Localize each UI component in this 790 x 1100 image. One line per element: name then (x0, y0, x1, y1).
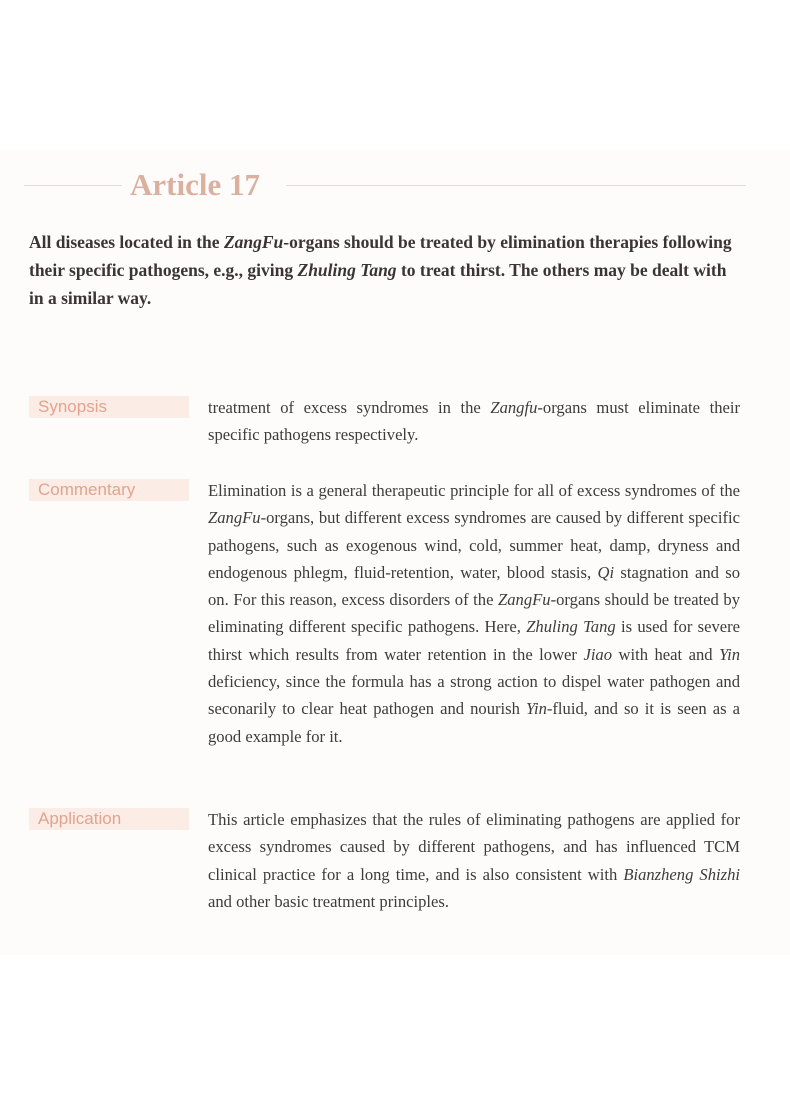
text-run: is used for severe thirst which results from water retention in the lower (208, 617, 740, 664)
text-run: -organs should be treated by eliminating different specific pathogens. Here, (208, 590, 740, 637)
text-run: -fluid, and so it is seen as a good example for it. (208, 699, 740, 746)
text-run: -organs must eliminate their specific pathogens respectively. (208, 398, 740, 445)
italic-term: ZangFu (208, 508, 261, 528)
commentary-label: Commentary (29, 479, 189, 501)
commentary-text (208, 477, 740, 750)
italic-term: Bianzheng Shizhi (623, 864, 740, 884)
title-rule-left (24, 185, 122, 186)
lead-paragraph (29, 228, 745, 312)
italic-term: Zangfu (490, 398, 538, 417)
synopsis-label: Synopsis (29, 396, 189, 418)
text-run: to treat thirst. The others may be dealt with in a similar way. (29, 260, 727, 308)
text-run: Elimination is a general therapeutic principle for all of excess syndromes of the (208, 481, 740, 500)
text-run: with heat and (612, 644, 720, 664)
text-run: stagnation and so on. For this reason, excess disorders of the (208, 562, 741, 610)
application-text (208, 806, 740, 915)
text-run: treatment of excess syndromes in the (208, 398, 491, 417)
title-row (24, 165, 746, 205)
italic-term: Zhuling Tang (297, 260, 397, 280)
italic-term: Yin (525, 699, 547, 719)
text-run: -organs, but different excess syndromes are caused by different specific pathogens, such as exogenous wind, cold, summer heat, damp, dryness and endogenous phlegm, fluid-retention, water, blood stasis, (208, 508, 740, 582)
italic-term: Qi (597, 562, 615, 582)
italic-term: Yin (719, 644, 740, 664)
text-run: and other basic treatment principles. (208, 891, 449, 911)
italic-term: ZangFu (223, 232, 284, 252)
italic-term: Zhuling Tang (526, 617, 616, 637)
text-run: deficiency, since the formula has a strong action to dispel water pathogen and seconarily to clear heat pathogen and nourish (208, 672, 740, 719)
text-run: This article emphasizes that the rules of eliminating pathogens are applied for excess syndromes caused by different pathogens, and has influenced TCM clinical practice for a long time, and is also consistent with (208, 810, 740, 884)
article-title: Article 17 (130, 167, 260, 202)
text-run: -organs should be treated by elimination therapies following their specific pathogens, e.g., giving (29, 232, 732, 280)
italic-term: Jiao (583, 644, 613, 664)
text-run: All diseases located in the (29, 232, 224, 252)
title-rule-right (286, 185, 746, 186)
italic-term: ZangFu (498, 590, 551, 610)
application-label: Application (29, 808, 189, 830)
synopsis-text (208, 394, 740, 449)
